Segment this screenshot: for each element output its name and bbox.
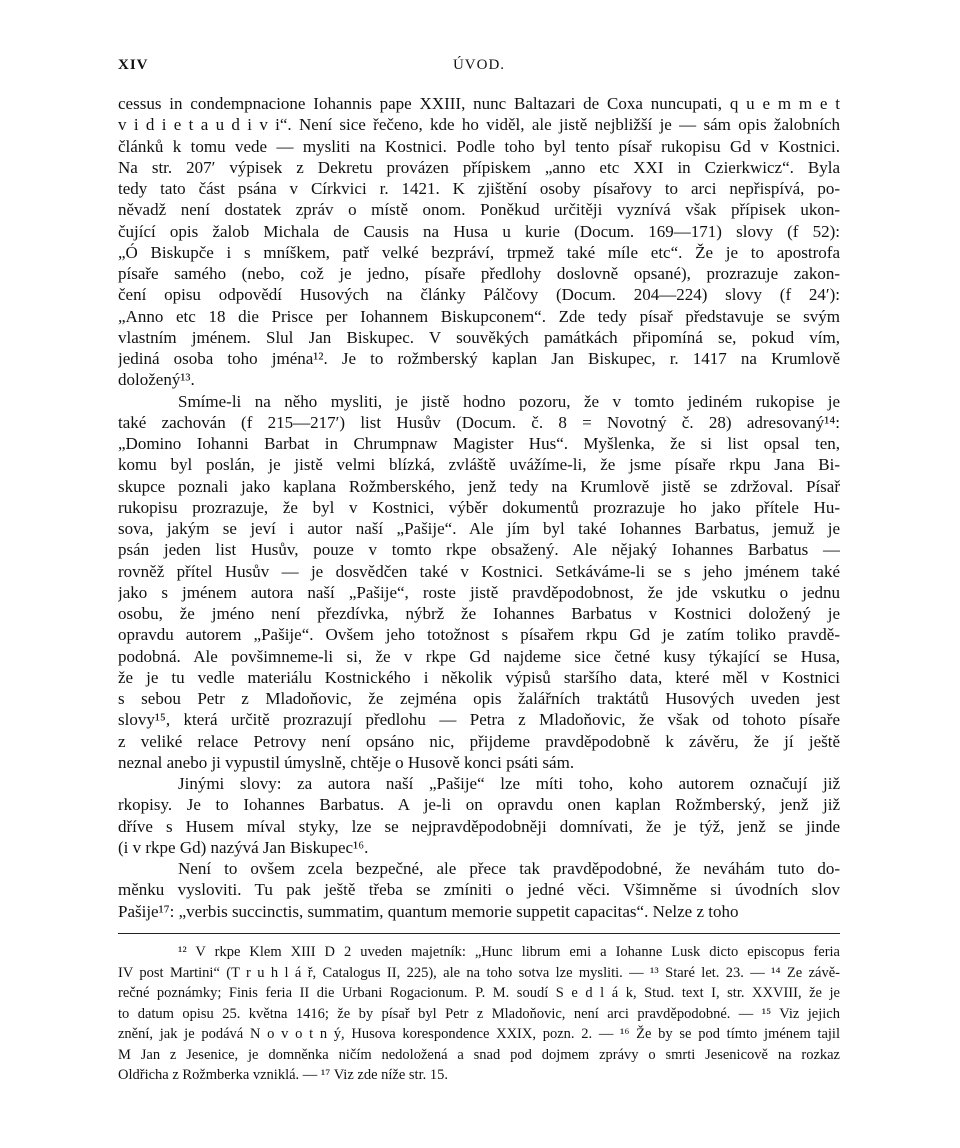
text-line: doložený¹³. — [118, 370, 195, 390]
text-line: také zachován (f 215—217′) list Husův (Docum. č. 8 = Novotný č. 28) adresovaný¹⁴: — [118, 412, 840, 432]
text-line: Jinými slovy: za autora naší „Pašije“ lze míti toho, koho autorem označují již — [178, 774, 840, 793]
footnote-line: Oldřicha z Rožmberka vzniklá. — ¹⁷ Viz zde níže str. 15. — [118, 1067, 448, 1083]
text-line: s sebou Petr z Mladoňovic, že zejména opis žalářních traktátů Husových uveden jest — [118, 689, 840, 708]
text-line: rkopisy. Je to Iohannes Barbatus. A je-li on opravdu onen kaplan Rožmberský, jenž již — [118, 795, 840, 815]
text-line: že je tu vedle materiálu Kostnického i několik výpisů staršího data, které měl v Kostnici — [118, 667, 840, 687]
footnote-line: ¹² V rkpe Klem XIII D 2 uveden majetník: „Hunc librum emi a Iohanne Lusk dicto episcopus feria — [178, 944, 840, 960]
text-line: psán jeden list Husův, pouze v tomto rkpe obsažený. Ale nějaký Iohannes Barbatus — — [118, 540, 840, 560]
footnote-line: znění, jak je podává N o v o t n ý, Husova korespondence XXIX, pozn. 2. — ¹⁶ Že by se pod tímto jménem tajil — [118, 1026, 840, 1042]
text-line: v i d i e t a u d i v i“. Není sice řečeno, kde ho viděl, ale jistě nejbližší je — sám opis žalobních — [118, 115, 840, 135]
footnote-line: rečné poznámky; Finis feria II die Urbani Rogacionum. P. M. soudí S e d l á k, Stud. text I, str. XXVIII, že je — [118, 985, 840, 1001]
page-number: XIV — [118, 57, 149, 73]
text-line: Smíme-li na něho mysliti, je jistě hodno pozoru, že v tomto jediném rukopise je — [178, 391, 840, 411]
text-line: měnku vysloviti. Tu pak ještě třeba se zmíniti o jedné věci. Všimněme si úvodních slov — [118, 880, 840, 900]
footnote-line: IV post Martini“ (T r u h l á ř, Catalogus II, 225), ale na toho sotva lze mysliti. — ¹³ Staré let. 23. — ¹⁴ Ze závě- — [118, 964, 840, 981]
text-line: neznal anebo ji vypustil úmyslně, chtěje o Husově konci psáti sám. — [118, 752, 575, 772]
footnote-line: to datum opisu 25. května 1416; že by písař byl Petr z Mladoňovic, není arci pravděpodobné. — ¹⁵ Viz jejich — [118, 1005, 840, 1022]
text-line: sova, jakým se jeví i autor naší „Pašije“. Ale jím byl také Iohannes Barbatus, jemuž je — [118, 519, 840, 538]
text-line: osobu, že jméno není přezdívka, nýbrž že Iohannes Barbatus v Kostnici doložený je — [118, 604, 840, 623]
text-line: čující opis žalob Michala de Causis na Husa u kurie (Docum. 169—171) slovy (f 52): — [118, 221, 840, 241]
text-line: rovněž přítel Husův — je dosvědčen také v Kostnici. Setkáváme-li se s jeho jménem také — [118, 561, 840, 581]
text-line: skupce poznali jako kaplana Rožmberského, jenž tedy na Krumlově jistě se zdržoval. Písař — [118, 476, 840, 496]
text-line: dříve s Husem míval styky, lze se nejpravděpodobněji domnívati, že je týž, jenž se jinde — [118, 816, 840, 836]
text-line: „Domino Iohanni Barbat in Chrumpnaw Magister Hus“. Myšlenka, že si list opsal ten, — [118, 434, 840, 453]
text-line: komu byl poslán, je jistě velmi blízká, zvláště uvážíme-li, že jsme písaře rkpu Jana Bi- — [118, 455, 840, 475]
text-line: „Ó Biskupče i s mníškem, patř velké bezpráví, trpmež také míle etc“. Že je to apostrofa — [118, 242, 840, 262]
text-line: článků k tomu vede — mysliti na Kostnici. Podle toho byl tento písař rukopisu Gd v Kostnici. — [118, 136, 840, 156]
main-text — [118, 93, 840, 922]
text-line: písaře samého (nebo, což je jedno, písaře předlohy doslovně opsané), prozrazuje zakon- — [118, 264, 840, 283]
text-line: „Anno etc 18 die Prisce per Iohannem Biskupconem“. Zde tedy písař představuje se svým — [118, 306, 840, 326]
text-line: Není to ovšem zcela bezpečné, ale přece tak pravděpodobné, že neváhám tuto do- — [178, 859, 840, 878]
text-line: podobná. Ale povšimneme-li si, že v rkpe Gd najdeme sice četné kusy týkající se Husa, — [118, 646, 840, 666]
text-line: slovy¹⁵, která určitě prozrazují předlohu — Petra z Mladoňovic, že však od tohoto písaře — [118, 710, 840, 730]
text-line: z veliké relace Petrovy není opsáno nic, přijdeme pravděpodobně k závěru, že jí ještě — [118, 731, 840, 751]
text-line: vlastním jménem. Slul Jan Biskupec. V souvěkých památkách připomíná se, pokud vím, — [118, 327, 840, 347]
footnotes — [118, 942, 840, 1086]
text-line: jako s jménem autora naší „Pašije“, roste jistě pravděpodobnost, že jde vskutku o jednu — [118, 582, 840, 602]
footnote-line: M Jan z Jesenice, je domněnka ničím nedoložená a snad pod dojmem zprávy o smrti Jesenicově na rozkaz — [118, 1046, 840, 1063]
text-line: čení opisu odpovědí Husových na články Pálčovy (Docum. 204—224) slovy (f 24′): — [118, 285, 840, 305]
text-line: jediná osoba toho jména¹². Je to rožmberský kaplan Jan Biskupec, r. 1417 na Krumlově — [118, 349, 840, 368]
text-line: opravdu autorem „Pašije“. Ovšem jeho totožnost s písařem rkpu Gd je zatím toliko pravdě- — [118, 625, 840, 645]
text-line: (i v rkpe Gd) nazývá Jan Biskupec¹⁶. — [118, 837, 369, 857]
running-title: ÚVOD. — [452, 57, 506, 73]
text-line: rukopisu prozrazuje, že byl v Kostnici, výběr dokumentů prozrazuje ho jako přítele Hu- — [118, 497, 840, 517]
text-line: cessus in condempnacione Iohannis pape XXIII, nunc Baltazari de Coxa nuncupati, q u e m m e t — [118, 94, 840, 113]
page-header — [118, 57, 840, 79]
text-line: něvadž není dostatek zpráv o místě onom. Poněkud určitěji vyznívá však přípisek ukon- — [118, 200, 840, 220]
text-line: Na str. 207′ výpisek z Dekretu provázen přípiskem „anno etc XXI in Czierkwicz“. Byla — [118, 157, 840, 177]
footnote-rule — [118, 933, 840, 934]
text-line: tedy tato část psána v Církvici r. 1421. K zjištění osoby písařovy to arci nepřispívá, po- — [118, 179, 840, 198]
text-line: Pašije¹⁷: „verbis succinctis, summatim, quantum memorie suppetit capacitas“. Nelze z toho — [118, 901, 739, 921]
